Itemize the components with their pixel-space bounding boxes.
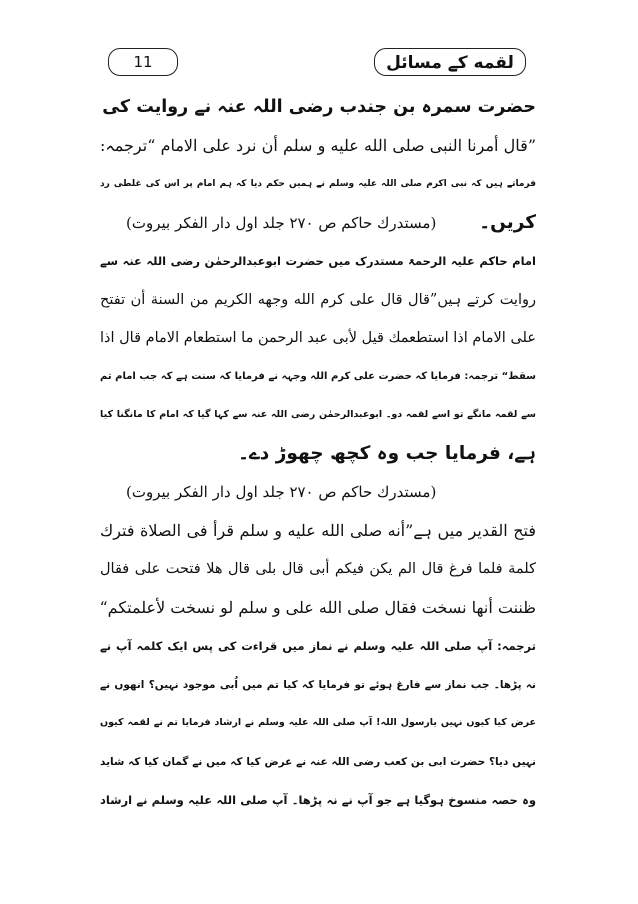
chapter-title: لقمه کے مسائل <box>374 48 526 76</box>
text-line: عرض کیا کیوں نہیں یارسول اللہ! آپ صلی اللہ علیہ وسلم نے ارشاد فرمایا تم نے لقمہ کیوں <box>100 717 536 728</box>
text-line: حضرت سمرہ بن جندب رضی اللہ عنہ نے روایت کی <box>102 97 536 117</box>
text-line: ہے، فرمایا جب وہ کچھ چھوڑ دے۔ <box>238 442 536 464</box>
text-line: امام حاکم علیہ الرحمۃ مستدرک میں حضرت ابوعبدالرحمٰن رضی اللہ عنہ سے <box>100 254 536 268</box>
page-number: 11 <box>108 48 178 76</box>
text-line: وہ حصہ منسوخ ہوگیا ہے جو آپ نے نہ پڑھا۔ آپ صلی اللہ علیہ وسلم نے ارشاد <box>100 793 536 807</box>
text-line: کریں۔ <box>479 211 536 233</box>
text-line: ظننت أنها نسخت فقال صلی الله علی و سلم لو نسخت لأعلمتكم“ <box>100 597 536 617</box>
text-line: فتح القدیر میں ہے”أنه صلى الله عليه و سلم قرأ فی الصلاة فترك <box>100 520 536 540</box>
text-line: فرماتے ہیں کہ نبی اکرم صلی اللہ علیہ وسلم نے ہمیں حکم دیا کہ ہم امام پر اس کی غلطی رد <box>100 179 536 189</box>
text-line: روایت کرتے ہیں”قال قال علی كرم الله وجهه الكريم من السنة أن تفتح <box>100 291 536 308</box>
text-line: كلمة فلما فرغ قال الم يكن فيكم أبی قال بلى قال هلا فتحت علی فقال <box>100 561 536 577</box>
page-body <box>100 88 536 820</box>
reference-citation: (مستدرك حاكم ص ٢٧٠ جلد اول دار الفكر بيروت) <box>126 213 437 232</box>
page-header <box>108 48 526 80</box>
text-line: سے لقمہ مانگے تو اسے لقمہ دو۔ ابوعبدالرحمٰن رضی اللہ عنہ سے کہا گیا کہ امام کا مانگنا کیا <box>100 409 536 420</box>
reference-citation: (مستدرك حاكم ص ٢٧٠ جلد اول دار الفكر بيروت) <box>126 483 437 501</box>
text-line: نہ پڑھا۔ جب نماز سے فارغ ہوئے تو فرمایا کہ کیا تم میں اُبی موجود نہیں؟ انھوں نے <box>100 678 536 691</box>
text-line: علی الامام اذا استطعمك قيل لأبی عبد الرحمن ما استطعام الامام قال اذا <box>100 330 536 346</box>
text-line: ترجمہ: آپ صلی اللہ علیہ وسلم نے نماز میں قراءت کی پس ایک کلمہ آپ نے <box>100 639 536 653</box>
text-line: سقط“ ترجمہ: فرمایا کہ حضرت علی کرم اللہ وجہہ نے فرمایا کہ سنت ہے کہ جب امام تم <box>100 370 536 382</box>
text-line: ”قال أمرنا النبی صلی الله علیه و سلم أن نرد علی الامام “ترجمہ: <box>100 135 536 155</box>
text-line: نہیں دیا؟ حضرت ابی بن کعب رضی اللہ عنہ نے عرض کیا کہ میں نے گمان کیا کہ شاید <box>100 755 536 768</box>
